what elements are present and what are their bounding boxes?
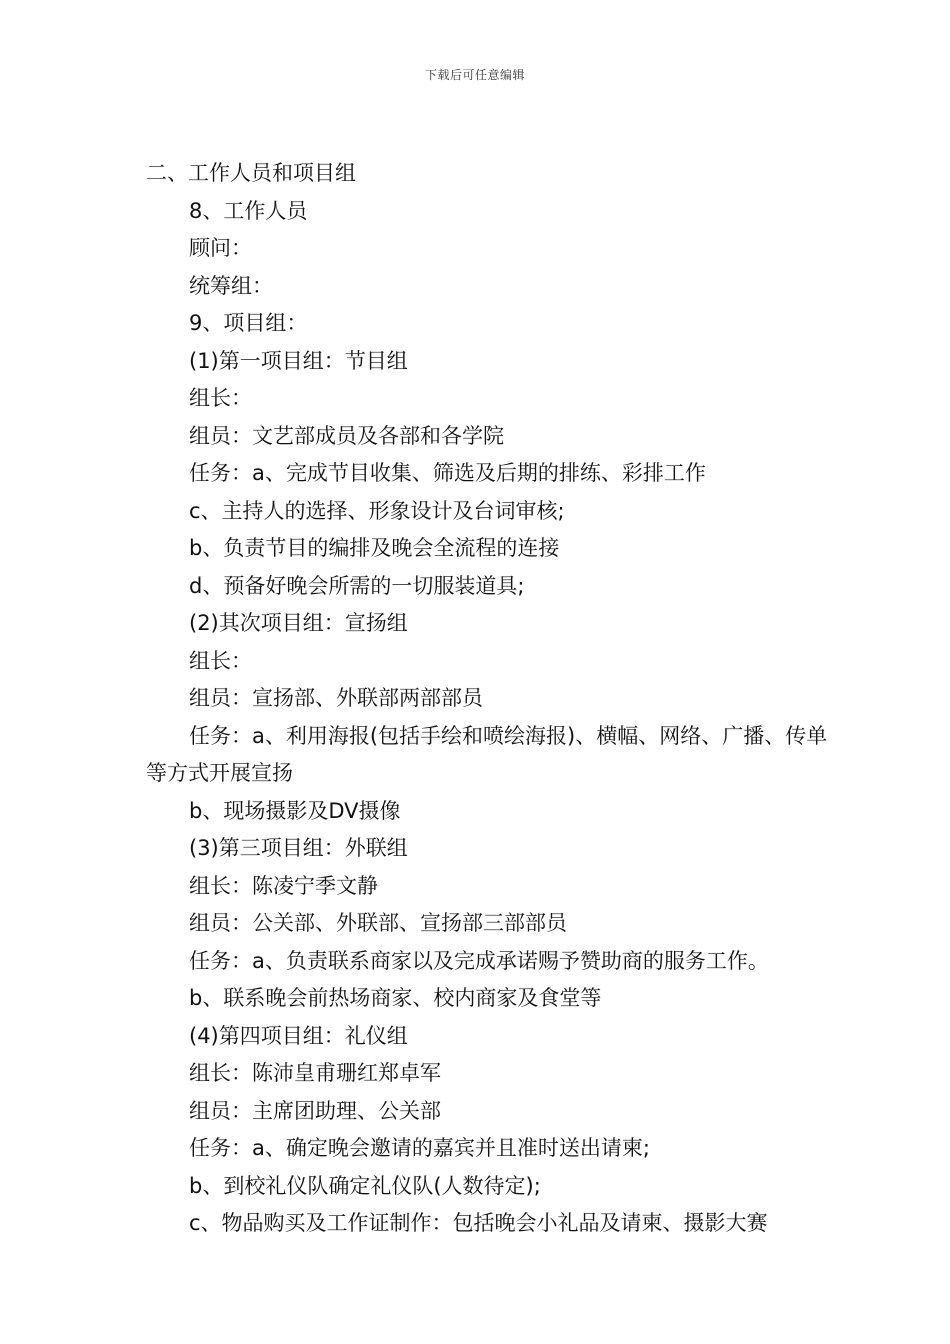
text-line: b、负责节目的编排及晚会全流程的连接	[189, 536, 560, 560]
text-line: 组长：	[189, 648, 252, 673]
section-heading: 二、工作人员和项目组	[146, 161, 356, 185]
text-line: 组员：公关部、外联部、宣扬部三部部员	[189, 911, 567, 935]
text-line: 组员：宣扬部、外联部两部部员	[189, 686, 483, 710]
text-line: 任务：a、确定晚会邀请的嘉宾并且准时送出请柬;	[189, 1136, 650, 1160]
text-line: 任务：a、完成节目收集、筛选及后期的排练、彩排工作	[189, 461, 706, 485]
text-line: d、预备好晚会所需的一切服装道具;	[189, 573, 525, 598]
text-line: c、物品购买及工作证制作：包括晚会小礼品及请柬、摄影大赛	[189, 1211, 768, 1235]
group-heading: (3)第三项目组：外联组	[189, 836, 408, 860]
group-heading: (4)第四项目组：礼仪组	[189, 1023, 408, 1048]
text-line: b、现场摄影及DV摄像	[189, 798, 401, 823]
text-paragraph: 任务：a、利用海报(包括手绘和喷绘海报)、横幅、网络、广播、传单等方式开展宣扬	[146, 723, 828, 785]
text-line: c、主持人的选择、形象设计及台词审核;	[189, 498, 565, 523]
text-line: 任务：a、负责联系商家以及完成承诺赐予赞助商的服务工作。	[189, 948, 769, 973]
text-line: 组长：	[189, 386, 252, 410]
text-line: 组长：陈凌宁季文静	[189, 873, 378, 898]
text-line: 组员：文艺部成员及各部和各学院	[189, 423, 504, 448]
subsection-heading: 9、项目组：	[189, 311, 308, 335]
group-heading: (1)第一项目组：节目组	[189, 348, 408, 373]
text-line: 顾问：	[189, 236, 252, 260]
text-line: b、到校礼仪队确定礼仪队(人数待定);	[189, 1173, 541, 1198]
text-line: 组长：陈沛皇甫珊红郑卓军	[189, 1061, 441, 1085]
text-line: 统筹组：	[189, 273, 273, 298]
text-line: b、联系晚会前热场商家、校内商家及食堂等	[189, 986, 602, 1010]
text-line: 组员：主席团助理、公关部	[189, 1098, 441, 1123]
subsection-heading: 8、工作人员	[189, 198, 308, 223]
header-note: 下载后可任意编辑	[424, 68, 525, 82]
group-heading: (2)其次项目组：宣扬组	[189, 611, 408, 635]
document-body	[146, 155, 836, 1243]
